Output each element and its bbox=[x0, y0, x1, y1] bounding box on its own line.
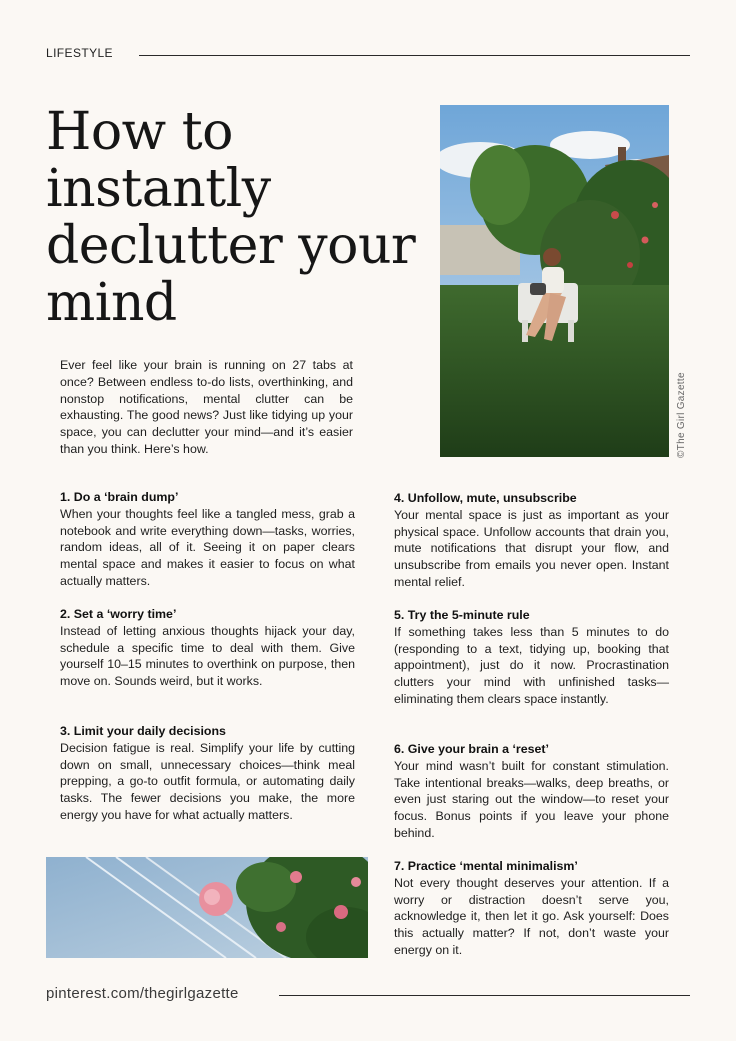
tip-body: Your mental space is just as important as your physical space. Unfollow accounts that drain you, mute notifications that disrupt your flow, and unsubscribe from emails you never open. Instant mental relief. bbox=[394, 507, 669, 589]
title-line: How to bbox=[46, 102, 233, 162]
article-title bbox=[46, 104, 436, 332]
tip-title: 2. Set a ‘worry time’ bbox=[60, 607, 177, 621]
tip-title: 7. Practice ‘mental minimalism’ bbox=[394, 859, 578, 873]
tip-title: 1. Do a ‘brain dump’ bbox=[60, 490, 179, 504]
tip-3 bbox=[60, 723, 355, 824]
tip-title: 4. Unfollow, mute, unsubscribe bbox=[394, 491, 577, 505]
tip-2 bbox=[60, 606, 355, 690]
tip-1 bbox=[60, 489, 355, 590]
tip-6 bbox=[394, 741, 669, 842]
tip-body: When your thoughts feel like a tangled mess, grab a notebook and write everything down—tasks, worries, random ideas, all of it. Seeing it on paper clears mental space and makes it easier to focus on what actually matters. bbox=[60, 506, 355, 588]
tip-body: Instead of letting anxious thoughts hijack your day, schedule a specific time to deal with them. Give yourself 10–15 minutes to overthink on purpose, then move on. Sounds weird, but it works. bbox=[60, 623, 355, 689]
title-line: instantly bbox=[46, 159, 271, 219]
intro-paragraph: Ever feel like your brain is running on 27 tabs at once? Between endless to-do lists, overthinking, and nonstop notifications, mental clutter can be exhausting. The good news? Just like tidying up your space, you can declutter your mind—and it’s easier than you think. Here’s how. bbox=[60, 358, 353, 456]
footer-url[interactable]: pinterest.com/thegirlgazette bbox=[46, 985, 239, 1002]
tip-5 bbox=[394, 607, 669, 708]
tip-body: Decision fatigue is real. Simplify your life by cutting down on small, unnecessary choices—think meal prepping, a go-to outfit formula, or automating daily tasks. The fewer decisions you make, the more energy you have for what actually matters. bbox=[60, 740, 355, 822]
tip-title: 6. Give your brain a ‘reset’ bbox=[394, 742, 549, 756]
tip-body: Not every thought deserves your attention. If a worry or distraction doesn’t serve you, acknowledge it, then let it go. Ask yourself: Does this actually matter? If not, don’t waste your energy on it. bbox=[394, 875, 669, 957]
tip-body: Your mind wasn’t built for constant stimulation. Take intentional breaks—walks, deep breaths, or even just staring out the window—to reset your focus. Bonus points if you leave your phone behind. bbox=[394, 758, 669, 840]
flower-photo bbox=[46, 857, 368, 958]
garden-photo bbox=[440, 105, 669, 457]
header-rule bbox=[139, 55, 690, 56]
tip-7 bbox=[394, 858, 669, 959]
title-line: declutter your bbox=[46, 216, 416, 276]
tip-4 bbox=[394, 490, 669, 591]
tip-body: If something takes less than 5 minutes to do (responding to a text, tidying up, booking that appointment), just do it now. Procrastination clutters your mind with unfinished tasks—eliminating them clears space instantly. bbox=[394, 624, 669, 706]
tip-title: 5. Try the 5-minute rule bbox=[394, 608, 530, 622]
tip-title: 3. Limit your daily decisions bbox=[60, 724, 226, 738]
footer-rule bbox=[279, 995, 690, 996]
photo-credit: ©The Girl Gazette bbox=[676, 372, 687, 458]
title-line: mind bbox=[46, 273, 177, 333]
category-label: LIFESTYLE bbox=[46, 46, 113, 60]
